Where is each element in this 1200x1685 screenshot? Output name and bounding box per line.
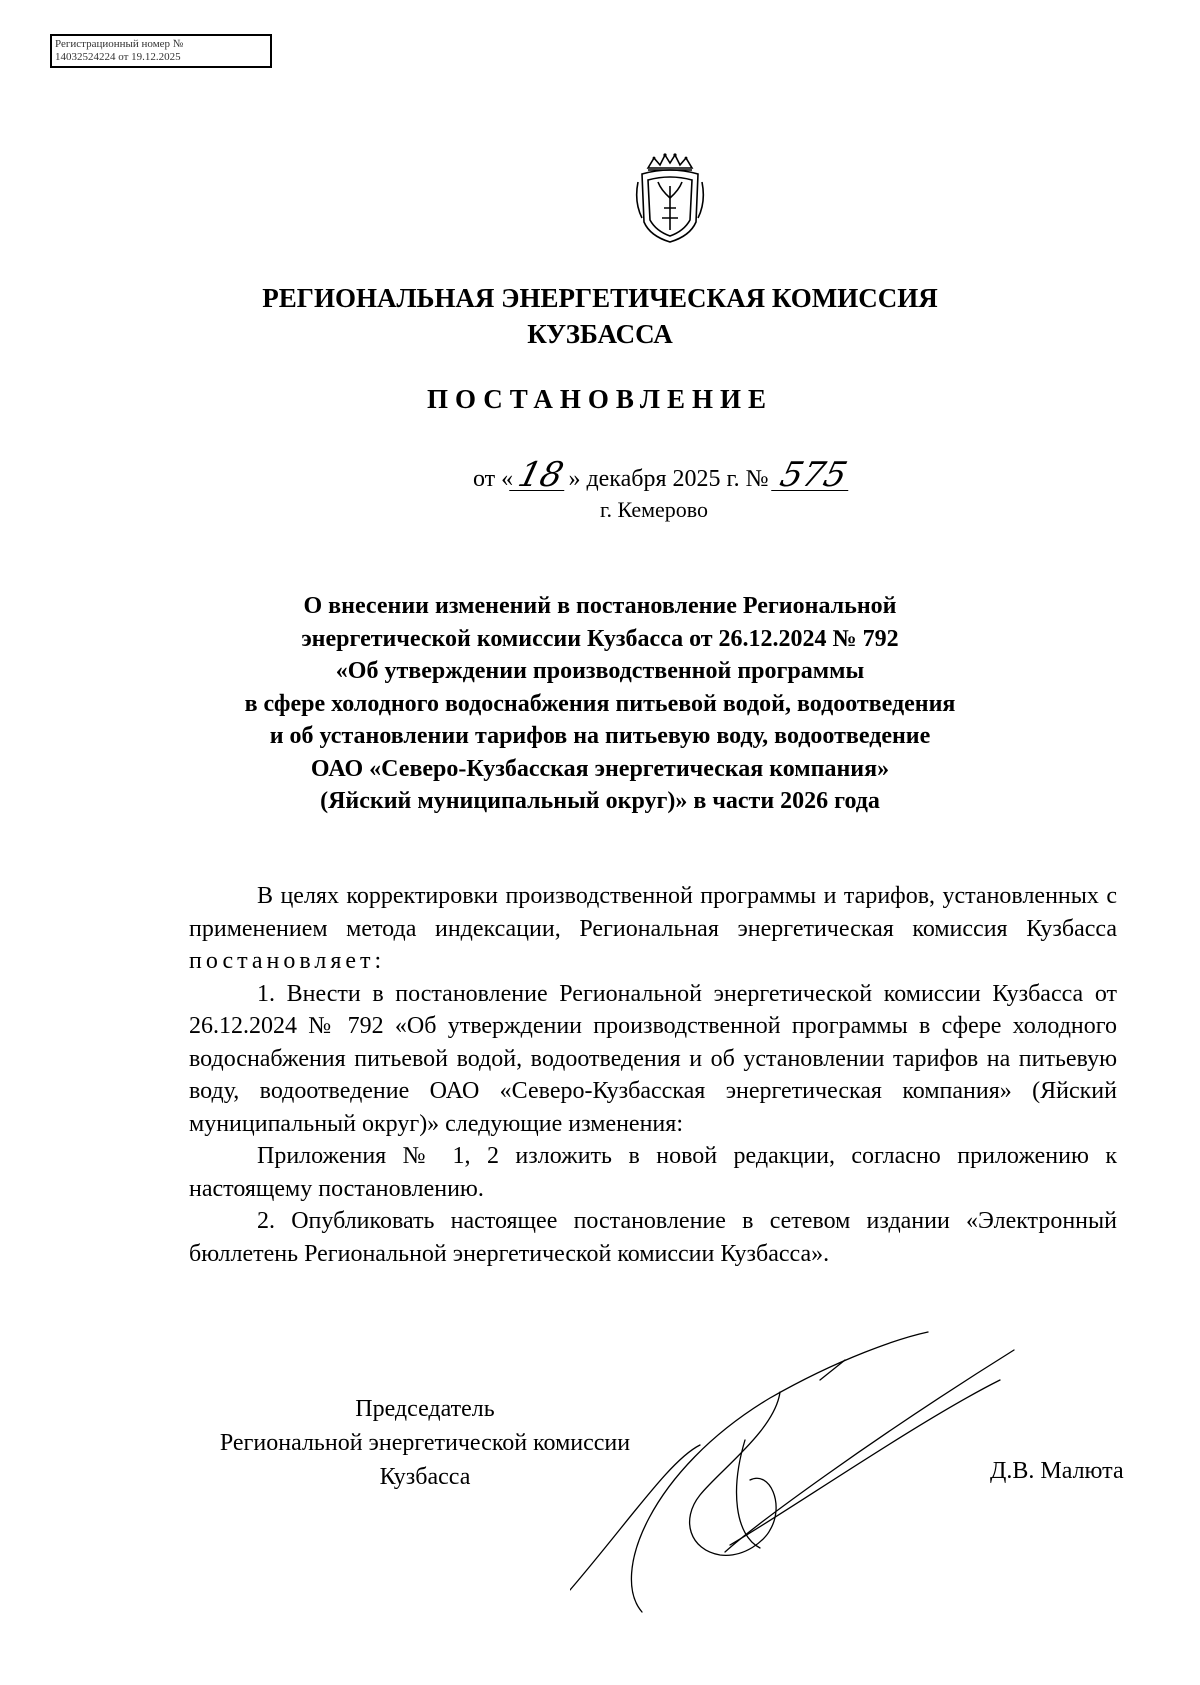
subject-line: (Яйский муниципальный округ)» в части 2026 года xyxy=(320,788,880,814)
subject-line: в сфере холодного водоснабжения питьевой водой, водоотведения xyxy=(244,690,956,717)
document-subject xyxy=(0,590,1200,818)
authority-line-1: РЕГИОНАЛЬНАЯ ЭНЕРГЕТИЧЕСКАЯ КОМИССИЯ xyxy=(262,283,938,313)
body-item-1-detail: Приложения № 1, 2 изложить в новой редакции, согласно приложению к настоящему постановлению. xyxy=(189,1143,1117,1202)
body-intro xyxy=(189,880,1117,978)
coat-of-arms-icon xyxy=(634,152,706,246)
subject-line: и об установлении тарифов на питьевую воду, водоотведение xyxy=(269,723,931,749)
document-type: ПОСТАНОВЛЕНИЕ xyxy=(426,384,774,414)
subject-line: энергетической комиссии Кузбасса от 26.12.2024 № 792 xyxy=(301,625,899,652)
registration-stamp-line2: 14032524224 от 19.12.2025 xyxy=(55,51,181,63)
subject-line: ОАО «Северо-Кузбасская энергетическая компания» xyxy=(310,755,890,782)
position-line-2: Региональной энергетической комиссии xyxy=(219,1430,631,1456)
position-line-1: Председатель xyxy=(355,1396,495,1422)
subject-line: «Об утверждении производственной программы xyxy=(335,658,865,684)
position-line-3: Кузбасса xyxy=(379,1464,471,1490)
body-item-1: 1. Внести в постановление Региональной энергетической комиссии Кузбасса от 26.12.2024 № 792 «Об утверждении производственной программы в сфере холодного водоснабжения питьевой водой, водоотведения и об установлении тарифов на питьевую воду, водоотведение ОАО «Северо-Кузбасская энергетическая компания» (Яйский муниципальный округ)» следующие изменения: xyxy=(189,980,1117,1137)
intro-verb: постановляет: xyxy=(189,948,386,974)
subject-line: О внесении изменений в постановление Региональной xyxy=(303,593,897,619)
authority-name xyxy=(0,280,1200,352)
intro-text: В целях корректировки производственной программы и тарифов, установленных с применением метода индексации, Региональная энергетическая комиссия Кузбасса xyxy=(189,883,1117,942)
city: г. Кемерово xyxy=(599,497,709,522)
registration-stamp xyxy=(50,34,272,68)
handwritten-number: 575 xyxy=(771,460,856,491)
handwritten-signature xyxy=(570,1320,1050,1660)
dateline-prefix: от « xyxy=(473,466,514,492)
handwritten-day: 18 xyxy=(509,460,572,491)
dateline xyxy=(473,455,851,495)
authority-line-2: КУЗБАССА xyxy=(527,319,673,349)
dateline-middle: » декабря 2025 г. № xyxy=(568,466,769,492)
registration-stamp-line1: Регистрационный номер № xyxy=(55,38,184,50)
document-body xyxy=(189,880,1117,1270)
signatory-name: Д.В. Малюта xyxy=(990,1458,1124,1484)
body-item-2: 2. Опубликовать настоящее постановление в сетевом издании «Электронный бюллетень Региональной энергетической комиссии Кузбасса». xyxy=(189,1208,1117,1267)
